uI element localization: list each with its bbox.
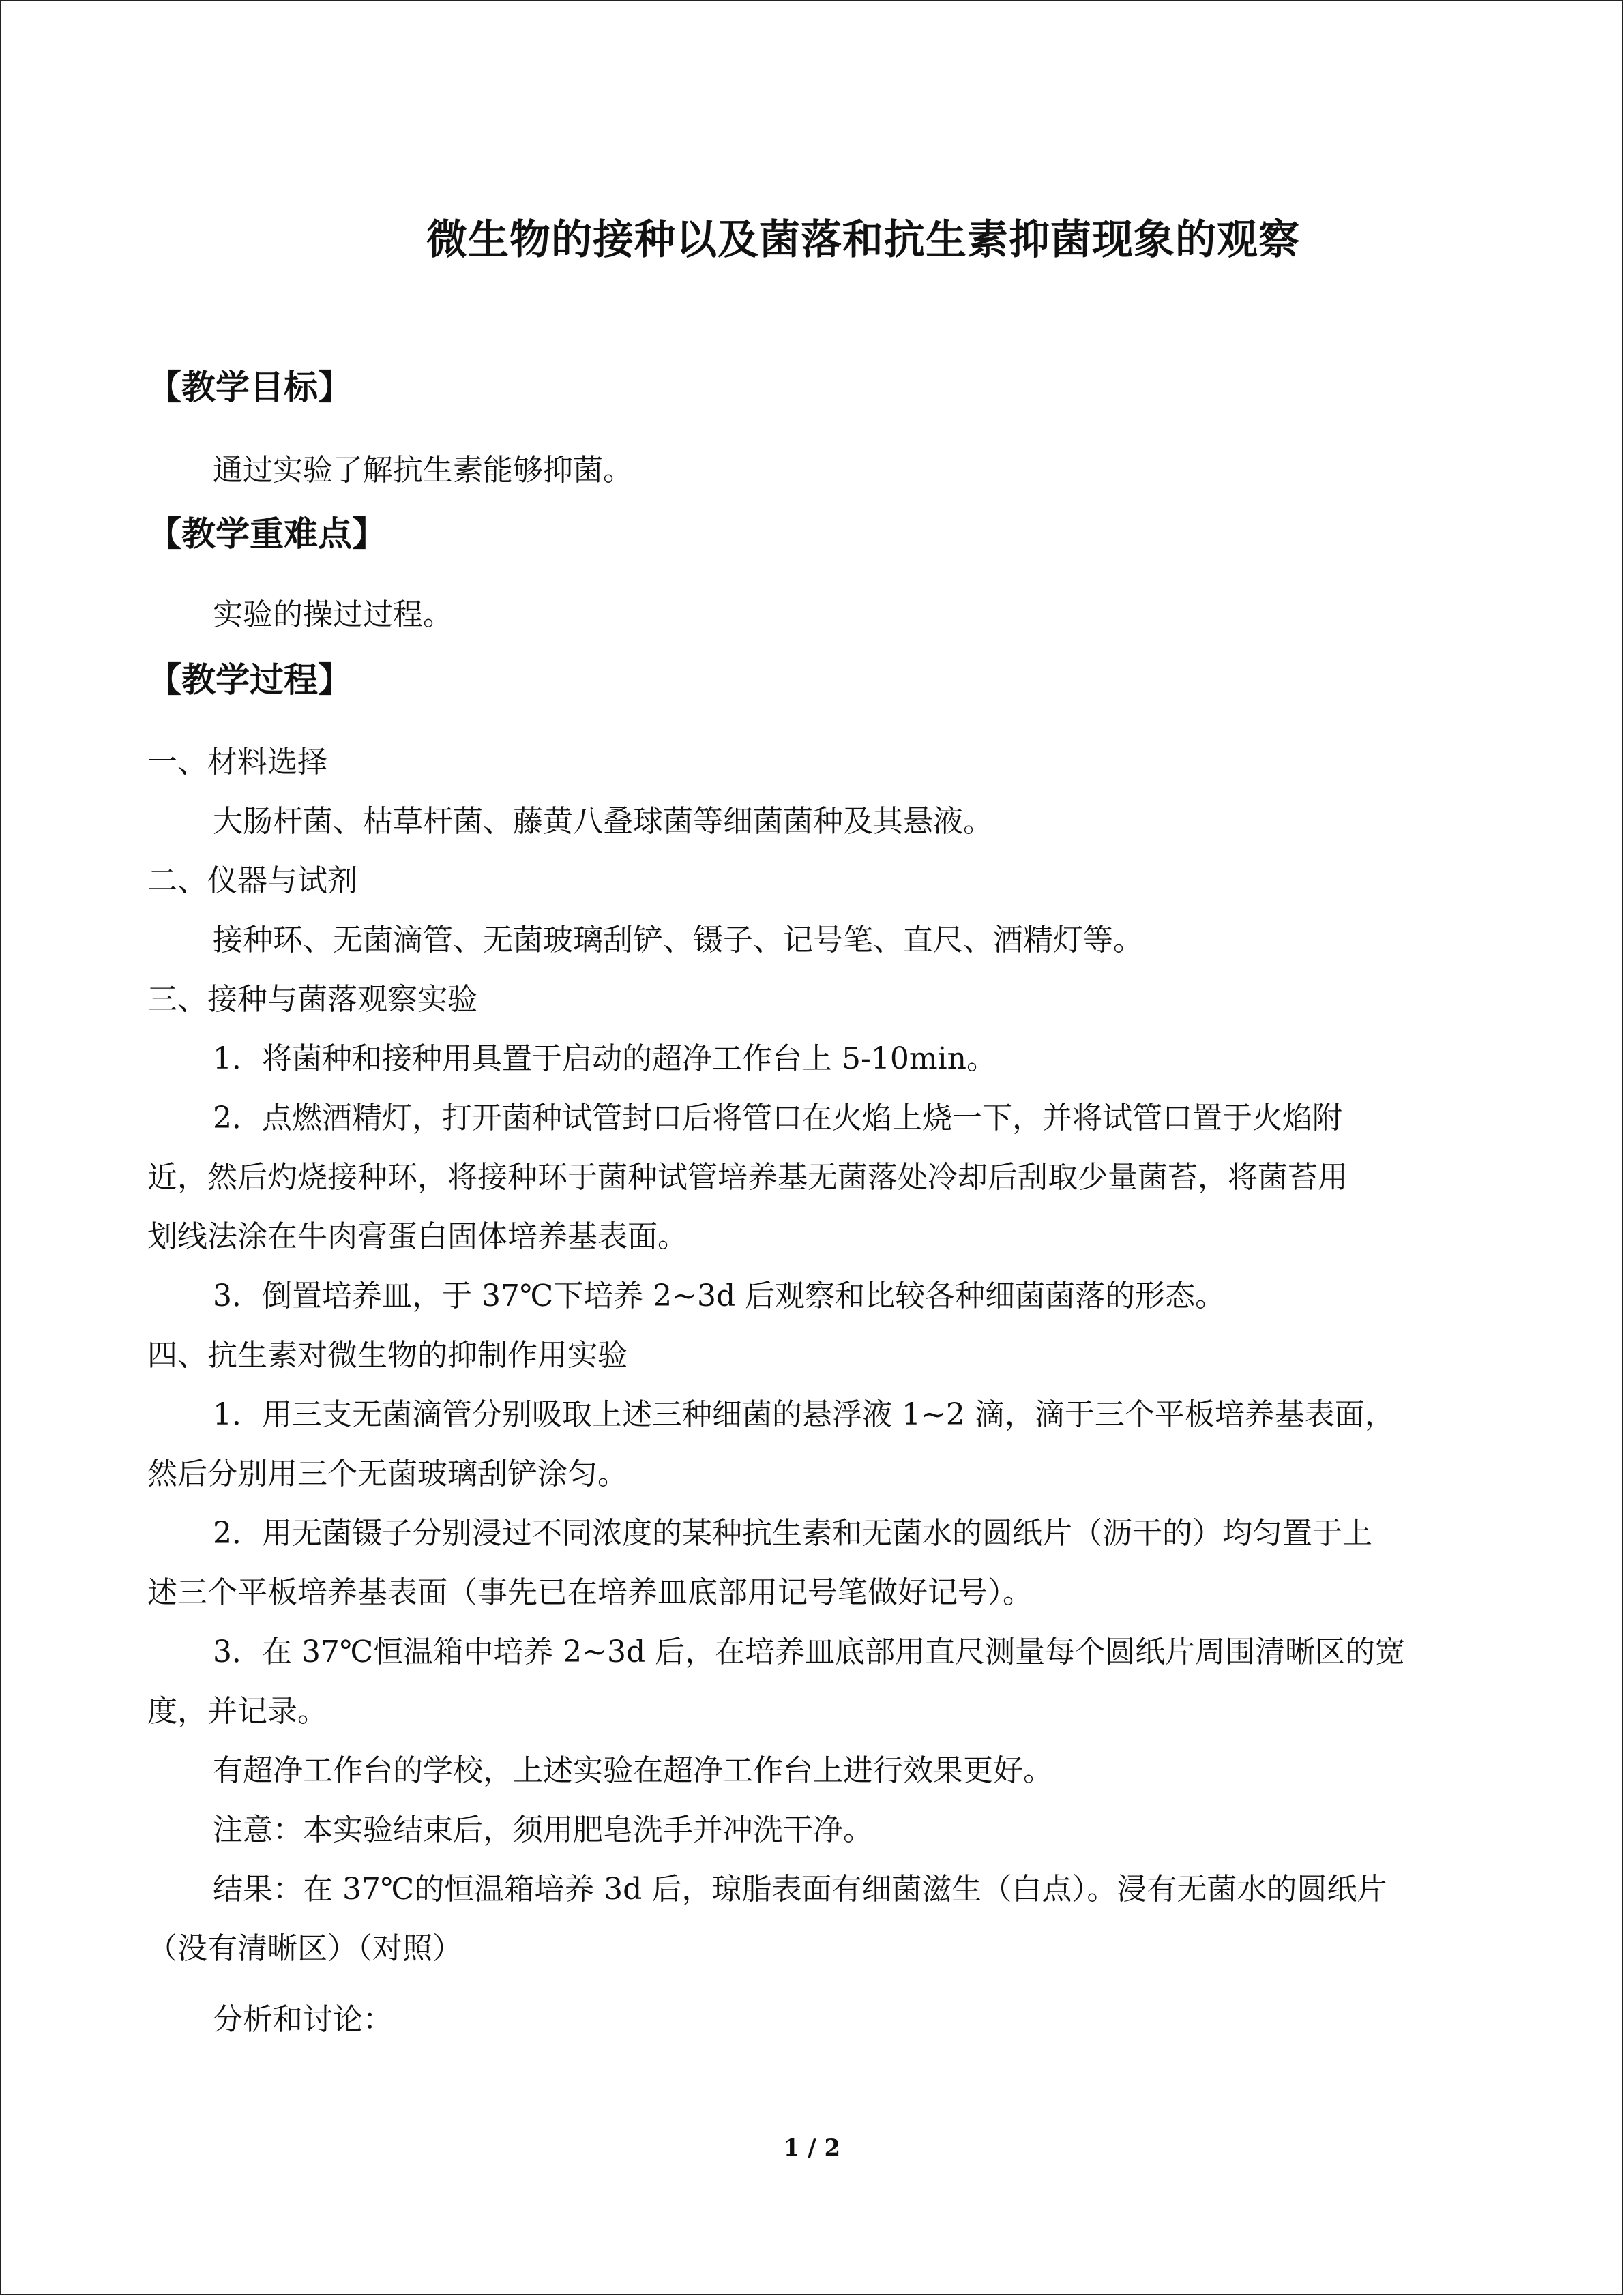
section-inoculation: 三、接种与菌落观察实验 [147,982,477,1017]
goal-text: 通过实验了解抗生素能够抑菌。 [213,453,633,488]
paragraph-line: 1．用三支无菌滴管分别吸取上述三种细菌的悬浮液 1~2 滴，滴于三个平板培养基表面， [213,1397,1395,1432]
paragraph-line: 分析和讨论： [213,2002,393,2037]
paragraph-line: 2．点燃酒精灯，打开菌种试管封口后将管口在火焰上烧一下，并将试管口置于火焰附 [213,1101,1342,1135]
section-antibiotics: 四、抗生素对微生物的抑制作用实验 [147,1338,628,1373]
paragraph-line: 度，并记录。 [147,1694,327,1729]
paragraph-line: 近，然后灼烧接种环，将接种环于菌种试管培养基无菌落处冷却后刮取少量菌苔，将菌苔用 [147,1160,1348,1195]
page-number: 1 / 2 [783,2134,841,2162]
paragraph-line: 2．用无菌镊子分别浸过不同浓度的某种抗生素和无菌水的圆纸片（沥干的）均匀置于上 [213,1516,1372,1551]
paragraph-line: 述三个平板培养基表面（事先已在培养皿底部用记号笔做好记号）。 [147,1575,1033,1610]
paragraph-line: 接种环、无菌滴管、无菌玻璃刮铲、镊子、记号笔、直尺、酒精灯等。 [213,923,1143,957]
document-title: 微生物的接种以及菌落和抗生素抑菌现象的观察 [426,216,1300,264]
paragraph-line: （没有清晰区）（对照） [147,1931,462,1966]
paragraph-line: 有超净工作台的学校，上述实验在超净工作台上进行效果更好。 [213,1753,1053,1788]
heading-key-points: 【教学重难点】 [147,514,386,554]
paragraph-line: 结果：在 37℃的恒温箱培养 3d 后，琼脂表面有细菌滋生（白点）。浸有无菌水的圆纸片 [213,1872,1387,1907]
paragraph-line: 1．将菌种和接种用具置于启动的超净工作台上 5-10min。 [213,1041,996,1076]
paragraph-line: 3．在 37℃恒温箱中培养 2~3d 后，在培养皿底部用直尺测量每个圆纸片周围清晰区的宽 [213,1635,1406,1669]
heading-teaching-process: 【教学过程】 [147,660,352,700]
paragraph-line: 然后分别用三个无菌玻璃刮铲涂匀。 [147,1457,628,1491]
key-text: 实验的操过过程。 [213,597,453,632]
section-materials: 一、材料选择 [147,745,327,779]
paragraph-line: 大肠杆菌、枯草杆菌、藤黄八叠球菌等细菌菌种及其悬液。 [213,804,993,839]
heading-teaching-goal: 【教学目标】 [147,368,352,407]
paragraph-line: 3．倒置培养皿，于 37℃下培养 2~3d 后观察和比较各种细菌菌落的形态。 [213,1279,1226,1313]
paragraph-line: 注意：本实验结束后，须用肥皂洗手并冲洗干净。 [213,1813,873,1847]
paragraph-line: 划线法涂在牛肉膏蛋白固体培养基表面。 [147,1219,688,1254]
section-instruments: 二、仪器与试剂 [147,863,357,898]
